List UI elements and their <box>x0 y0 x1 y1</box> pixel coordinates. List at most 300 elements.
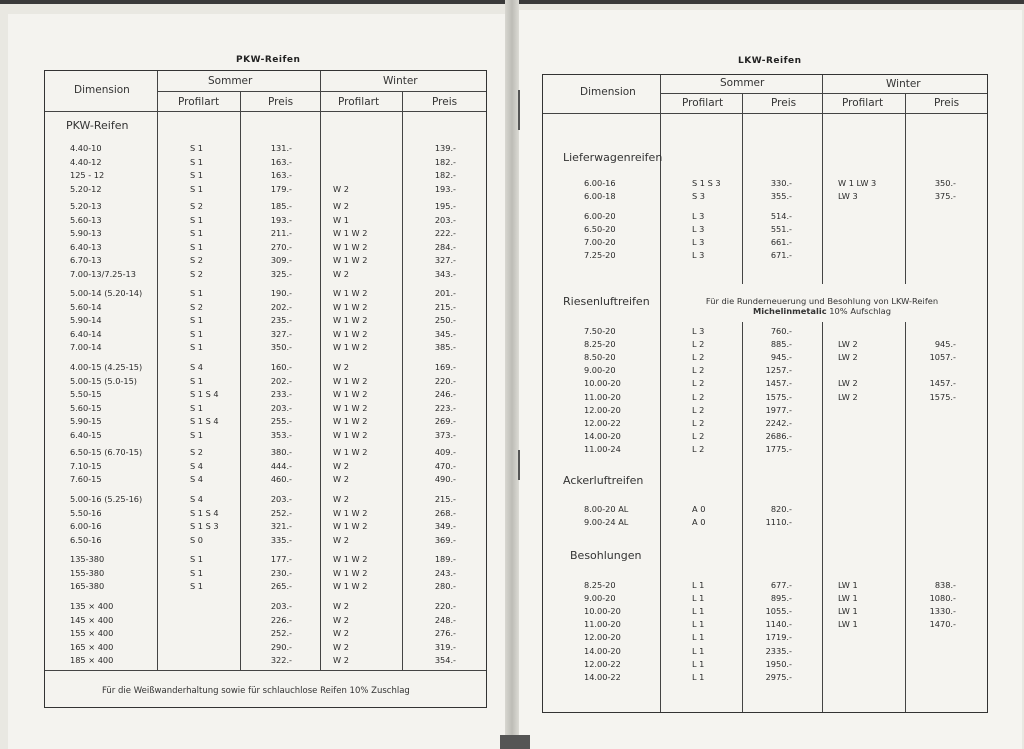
dimension-cell: 12.00-22 <box>584 658 621 669</box>
dimension-cell: 10.00-20 <box>584 606 621 617</box>
profile-winter-cell: W 1 W 2 <box>333 255 368 266</box>
dimension-cell: 5.60-14 <box>70 301 102 312</box>
price-summer-cell: 895.- <box>770 593 792 604</box>
price-summer-cell: 945.- <box>770 352 792 363</box>
left-header-preis-w: Preis <box>432 96 458 108</box>
price-winter-cell: 319.- <box>434 641 456 652</box>
profile-winter-cell: LW 3 <box>838 191 858 201</box>
left-footer-divider <box>45 670 486 671</box>
price-summer-cell: 1977.- <box>765 404 792 415</box>
price-summer-cell: 322.- <box>270 655 292 666</box>
profile-winter-cell: W 1 W 2 <box>333 554 368 564</box>
price-winter-cell: 182.- <box>434 170 456 181</box>
dimension-cell: 11.00-20 <box>584 391 621 402</box>
dimension-cell: 5.50-16 <box>70 507 102 518</box>
price-winter-cell: 1057.- <box>929 352 956 363</box>
price-summer-cell: 160.- <box>270 362 292 372</box>
profile-summer-cell: L 2 <box>692 391 705 402</box>
price-summer-cell: 460.- <box>270 474 292 485</box>
price-summer-cell: 190.- <box>270 288 292 298</box>
dimension-cell: 7.50-20 <box>584 326 616 336</box>
price-summer-cell: 1257.- <box>765 365 792 376</box>
price-winter-cell: 203.- <box>434 214 456 225</box>
right-header-preis-s: Preis <box>771 97 797 109</box>
profile-summer-cell: S 4 <box>190 460 204 471</box>
dimension-cell: 6.40-15 <box>70 430 102 440</box>
dimension-cell: 6.00-18 <box>584 191 616 201</box>
price-winter-cell: 1470.- <box>929 619 956 630</box>
profile-summer-cell: L 1 <box>692 593 705 604</box>
right-header-dimension: Dimension <box>580 86 636 98</box>
profile-summer-cell: S 0 <box>190 534 204 545</box>
dimension-cell: 4.40-10 <box>70 143 102 153</box>
profile-summer-cell: S 1 S 4 <box>190 416 219 427</box>
profile-summer-cell: L 2 <box>692 443 705 454</box>
price-summer-cell: 355.- <box>770 191 792 201</box>
price-winter-cell: 193.- <box>434 183 456 194</box>
dimension-cell: 135-380 <box>70 554 105 564</box>
price-winter-cell: 350.- <box>934 178 956 188</box>
price-summer-cell: 1055.- <box>765 606 792 617</box>
price-winter-cell: 1575.- <box>929 391 956 402</box>
profile-winter-cell: W 2 <box>333 183 349 194</box>
price-winter-cell: 268.- <box>434 507 456 518</box>
dimension-cell: 12.00-20 <box>584 404 621 415</box>
profile-summer-cell: S 1 <box>190 581 204 592</box>
dimension-cell: 5.90-14 <box>70 315 102 326</box>
price-winter-cell: 222.- <box>434 228 456 239</box>
right-col-divider-2b <box>742 322 743 712</box>
price-summer-cell: 551.- <box>770 224 792 234</box>
dimension-cell: 6.50-15 (6.70-15) <box>70 447 143 457</box>
profile-summer-cell: S 1 <box>190 183 204 194</box>
dimension-cell: 165 × 400 <box>70 641 114 652</box>
price-summer-cell: 885.- <box>770 339 792 350</box>
right-header-divider-2 <box>543 113 987 114</box>
dimension-cell: 5.60-15 <box>70 402 102 413</box>
profile-summer-cell: S 1 <box>190 214 204 225</box>
profile-summer-cell: L 3 <box>692 326 705 336</box>
dimension-cell: 6.70-13 <box>70 255 102 266</box>
left-col-divider-1 <box>157 71 158 670</box>
profile-summer-cell: S 1 <box>190 228 204 239</box>
dimension-cell: 7.10-15 <box>70 460 102 471</box>
right-header-sommer: Sommer <box>720 77 765 89</box>
dimension-cell: 9.00-24 AL <box>584 517 629 528</box>
dimension-cell: 12.00-22 <box>584 417 621 428</box>
right-header-divider-1 <box>660 93 987 94</box>
price-winter-cell: 201.- <box>434 288 456 298</box>
dimension-cell: 8.25-20 <box>584 339 616 350</box>
price-summer-cell: 760.- <box>770 326 792 336</box>
profile-winter-cell: W 2 <box>333 269 349 279</box>
left-col-divider-2 <box>240 92 241 670</box>
price-summer-cell: 193.- <box>270 214 292 225</box>
profile-summer-cell: L 2 <box>692 339 705 350</box>
price-winter-cell: 220.- <box>434 601 456 611</box>
dimension-cell: 7.25-20 <box>584 250 616 260</box>
profile-winter-cell: W 1 W 2 <box>333 521 368 532</box>
right-col-divider-3a <box>822 75 823 284</box>
profile-winter-cell: W 2 <box>333 474 349 485</box>
left-col-divider-4 <box>402 92 403 670</box>
profile-winter-cell: W 1 W 2 <box>333 301 368 312</box>
price-summer-cell: 203.- <box>270 601 292 611</box>
profile-summer-cell: L 1 <box>692 619 705 630</box>
price-winter-cell: 375.- <box>934 191 956 201</box>
profile-summer-cell: S 1 <box>190 288 204 298</box>
profile-summer-cell: L 2 <box>692 352 705 363</box>
dimension-cell: 5.20-12 <box>70 183 102 194</box>
profile-winter-cell: W 1 W 2 <box>333 375 368 386</box>
left-page-title: PKW-Reifen <box>236 55 301 65</box>
left-header-dimension: Dimension <box>74 84 130 96</box>
right-header-winter: Winter <box>886 78 921 90</box>
left-col-divider-3 <box>320 71 321 670</box>
dimension-cell: 8.00-20 AL <box>584 504 629 514</box>
profile-winter-cell: W 2 <box>333 494 349 504</box>
dimension-cell: 135 × 400 <box>70 601 114 611</box>
left-section-pkw: PKW-Reifen <box>66 119 129 132</box>
dimension-cell: 185 × 400 <box>70 655 114 666</box>
price-summer-cell: 163.- <box>270 170 292 181</box>
profile-summer-cell: L 1 <box>692 580 705 590</box>
profile-winter-cell: W 1 W 2 <box>333 567 368 578</box>
profile-summer-cell: L 2 <box>692 378 705 389</box>
profile-winter-cell: LW 2 <box>838 391 858 402</box>
profile-summer-cell: S 1 <box>190 567 204 578</box>
profile-summer-cell: A 0 <box>692 517 706 528</box>
price-winter-cell: 945.- <box>934 339 956 350</box>
price-summer-cell: 265.- <box>270 581 292 592</box>
price-summer-cell: 203.- <box>270 494 292 504</box>
price-winter-cell: 182.- <box>434 156 456 167</box>
left-header-divider-2 <box>45 111 486 112</box>
profile-summer-cell: S 1 <box>190 315 204 326</box>
profile-summer-cell: S 1 <box>190 241 204 252</box>
dimension-cell: 4.00-15 (4.25-15) <box>70 362 143 372</box>
dimension-cell: 12.00-20 <box>584 632 621 643</box>
right-surcharge-note-line2 <box>672 306 972 316</box>
profile-winter-cell: W 1 W 2 <box>333 342 368 353</box>
dimension-cell: 8.50-20 <box>584 352 616 363</box>
price-winter-cell: 280.- <box>434 581 456 592</box>
right-section-lieferwagen: Lieferwagenreifen <box>563 151 663 164</box>
profile-summer-cell: L 2 <box>692 417 705 428</box>
right-section-riesenluft: Riesenluftreifen <box>563 295 650 308</box>
price-winter-cell: 248.- <box>434 614 456 625</box>
price-summer-cell: 325.- <box>270 269 292 279</box>
price-winter-cell: 215.- <box>434 494 456 504</box>
price-summer-cell: 350.- <box>270 342 292 353</box>
price-winter-cell: 223.- <box>434 402 456 413</box>
profile-winter-cell: W 1 W 2 <box>333 430 368 440</box>
price-winter-cell: 276.- <box>434 628 456 639</box>
profile-summer-cell: S 1 <box>190 402 204 413</box>
left-footnote: Für die Weißwanderhaltung sowie für schlauchlose Reifen 10% Zuschlag <box>102 686 410 696</box>
price-summer-cell: 309.- <box>270 255 292 266</box>
price-winter-cell: 189.- <box>434 554 456 564</box>
profile-summer-cell: L 2 <box>692 365 705 376</box>
profile-summer-cell: L 3 <box>692 211 705 221</box>
price-summer-cell: 255.- <box>270 416 292 427</box>
dimension-cell: 6.00-16 <box>70 521 102 532</box>
right-header-preis-w: Preis <box>934 97 960 109</box>
dimension-cell: 7.00-14 <box>70 342 102 353</box>
price-summer-cell: 202.- <box>270 301 292 312</box>
price-summer-cell: 1575.- <box>765 391 792 402</box>
dimension-cell: 11.00-20 <box>584 619 621 630</box>
price-summer-cell: 1950.- <box>765 658 792 669</box>
price-summer-cell: 2335.- <box>765 645 792 656</box>
price-winter-cell: 1080.- <box>929 593 956 604</box>
price-winter-cell: 195.- <box>434 201 456 211</box>
profile-summer-cell: S 1 <box>190 375 204 386</box>
price-summer-cell: 1775.- <box>765 443 792 454</box>
profile-summer-cell: L 2 <box>692 430 705 441</box>
price-winter-cell: 354.- <box>434 655 456 666</box>
price-summer-cell: 2242.- <box>765 417 792 428</box>
surcharge-label: 10% Aufschlag <box>829 306 891 316</box>
price-summer-cell: 661.- <box>770 237 792 247</box>
price-winter-cell: 490.- <box>434 474 456 485</box>
right-col-divider-3b <box>822 322 823 712</box>
profile-summer-cell: S 1 <box>190 170 204 181</box>
dimension-cell: 5.90-13 <box>70 228 102 239</box>
profile-summer-cell: S 4 <box>190 362 204 372</box>
price-summer-cell: 2686.- <box>765 430 792 441</box>
profile-winter-cell: W 2 <box>333 534 349 545</box>
price-summer-cell: 290.- <box>270 641 292 652</box>
dimension-cell: 155 × 400 <box>70 628 114 639</box>
profile-summer-cell: S 3 <box>692 191 706 201</box>
price-winter-cell: 1330.- <box>929 606 956 617</box>
profile-summer-cell: S 1 <box>190 430 204 440</box>
price-summer-cell: 233.- <box>270 389 292 400</box>
right-section-ackerluft: Ackerluftreifen <box>563 474 644 487</box>
price-winter-cell: 343.- <box>434 269 456 279</box>
price-summer-cell: 321.- <box>270 521 292 532</box>
profile-summer-cell: L 1 <box>692 658 705 669</box>
left-header-winter: Winter <box>383 75 418 87</box>
profile-winter-cell: LW 1 <box>838 606 858 617</box>
price-summer-cell: 211.- <box>270 228 292 239</box>
price-summer-cell: 1719.- <box>765 632 792 643</box>
price-summer-cell: 177.- <box>270 554 292 564</box>
profile-winter-cell: W 2 <box>333 614 349 625</box>
price-summer-cell: 202.- <box>270 375 292 386</box>
profile-summer-cell: L 1 <box>692 606 705 617</box>
price-summer-cell: 820.- <box>770 504 792 514</box>
profile-winter-cell: W 1 W 2 <box>333 389 368 400</box>
price-winter-cell: 349.- <box>434 521 456 532</box>
profile-winter-cell: W 2 <box>333 655 349 666</box>
profile-summer-cell: S 4 <box>190 474 204 485</box>
profile-summer-cell: S 1 S 3 <box>692 178 721 188</box>
price-winter-cell: 250.- <box>434 315 456 326</box>
profile-winter-cell: W 2 <box>333 362 349 372</box>
scan-shadow <box>500 735 530 749</box>
page-gutter <box>505 0 519 749</box>
profile-winter-cell: W 2 <box>333 601 349 611</box>
dimension-cell: 11.00-24 <box>584 443 621 454</box>
profile-summer-cell: S 1 <box>190 143 204 153</box>
right-surcharge-note-line1: Für die Runderneuerung und Besohlung von LKW-Reifen <box>705 296 939 306</box>
profile-winter-cell: W 1 W 2 <box>333 241 368 252</box>
dimension-cell: 165-380 <box>70 581 105 592</box>
price-winter-cell: 470.- <box>434 460 456 471</box>
dimension-cell: 6.40-14 <box>70 328 102 339</box>
profile-winter-cell: W 1 W 2 <box>333 416 368 427</box>
profile-summer-cell: S 1 S 4 <box>190 389 219 400</box>
dimension-cell: 155-380 <box>70 567 105 578</box>
right-col-divider-1 <box>660 75 661 712</box>
price-summer-cell: 1457.- <box>765 378 792 389</box>
right-header-profilart-w: Profilart <box>842 97 884 109</box>
profile-summer-cell: S 2 <box>190 447 204 457</box>
right-page-title: LKW-Reifen <box>738 56 802 66</box>
dimension-cell: 5.20-13 <box>70 201 102 211</box>
profile-summer-cell: S 2 <box>190 301 204 312</box>
dimension-cell: 9.00-20 <box>584 365 616 376</box>
price-summer-cell: 203.- <box>270 402 292 413</box>
price-summer-cell: 444.- <box>270 460 292 471</box>
dimension-cell: 14.00-20 <box>584 430 621 441</box>
profile-winter-cell: LW 1 <box>838 619 858 630</box>
price-summer-cell: 677.- <box>770 580 792 590</box>
profile-summer-cell: A 0 <box>692 504 706 514</box>
binding-mark <box>518 450 520 480</box>
profile-winter-cell: W 1 W 2 <box>333 328 368 339</box>
profile-winter-cell: W 2 <box>333 641 349 652</box>
price-winter-cell: 284.- <box>434 241 456 252</box>
price-summer-cell: 131.- <box>270 143 292 153</box>
dimension-cell: 10.00-20 <box>584 378 621 389</box>
dimension-cell: 5.00-16 (5.25-16) <box>70 494 143 504</box>
left-header-divider-1 <box>157 91 486 92</box>
price-summer-cell: 235.- <box>270 315 292 326</box>
price-summer-cell: 671.- <box>770 250 792 260</box>
profile-winter-cell: LW 2 <box>838 339 858 350</box>
price-winter-cell: 269.- <box>434 416 456 427</box>
dimension-cell: 6.40-13 <box>70 241 102 252</box>
profile-winter-cell: W 1 <box>333 214 349 225</box>
dimension-cell: 7.00-20 <box>584 237 616 247</box>
dimension-cell: 6.00-16 <box>584 178 616 188</box>
dimension-cell: 5.60-13 <box>70 214 102 225</box>
right-col-divider-4b <box>905 322 906 712</box>
price-summer-cell: 230.- <box>270 567 292 578</box>
profile-winter-cell: W 2 <box>333 460 349 471</box>
profile-summer-cell: L 1 <box>692 632 705 643</box>
profile-summer-cell: S 1 <box>190 342 204 353</box>
price-summer-cell: 252.- <box>270 628 292 639</box>
price-summer-cell: 179.- <box>270 183 292 194</box>
right-header-profilart-s: Profilart <box>682 97 724 109</box>
dimension-cell: 5.00-15 (5.0-15) <box>70 375 137 386</box>
price-summer-cell: 252.- <box>270 507 292 518</box>
price-summer-cell: 353.- <box>270 430 292 440</box>
profile-summer-cell: L 1 <box>692 671 705 682</box>
profile-winter-cell: W 1 W 2 <box>333 228 368 239</box>
left-header-sommer: Sommer <box>208 75 253 87</box>
dimension-cell: 6.00-20 <box>584 211 616 221</box>
dimension-cell: 145 × 400 <box>70 614 114 625</box>
left-header-profilart-w: Profilart <box>338 96 380 108</box>
price-winter-cell: 385.- <box>434 342 456 353</box>
profile-winter-cell: LW 1 <box>838 593 858 604</box>
profile-summer-cell: L 3 <box>692 237 705 247</box>
dimension-cell: 14.00-22 <box>584 671 621 682</box>
price-winter-cell: 409.- <box>434 447 456 457</box>
profile-summer-cell: S 1 <box>190 554 204 564</box>
price-summer-cell: 330.- <box>770 178 792 188</box>
profile-summer-cell: L 1 <box>692 645 705 656</box>
price-winter-cell: 243.- <box>434 567 456 578</box>
profile-winter-cell: W 2 <box>333 201 349 211</box>
dimension-cell: 7.60-15 <box>70 474 102 485</box>
dimension-cell: 6.50-20 <box>584 224 616 234</box>
dimension-cell: 8.25-20 <box>584 580 616 590</box>
profile-summer-cell: L 2 <box>692 404 705 415</box>
price-summer-cell: 226.- <box>270 614 292 625</box>
profile-winter-cell: W 1 W 2 <box>333 447 368 457</box>
price-winter-cell: 169.- <box>434 362 456 372</box>
price-winter-cell: 327.- <box>434 255 456 266</box>
profile-summer-cell: S 2 <box>190 269 204 279</box>
profile-winter-cell: W 1 W 2 <box>333 581 368 592</box>
right-col-divider-2a <box>742 94 743 284</box>
dimension-cell: 5.00-14 (5.20-14) <box>70 288 143 298</box>
right-section-besohlungen: Besohlungen <box>570 549 642 562</box>
price-winter-cell: 246.- <box>434 389 456 400</box>
price-summer-cell: 514.- <box>770 211 792 221</box>
profile-summer-cell: S 1 <box>190 328 204 339</box>
price-summer-cell: 2975.- <box>765 671 792 682</box>
profile-summer-cell: L 3 <box>692 224 705 234</box>
dimension-cell: 125 - 12 <box>70 170 105 181</box>
price-summer-cell: 185.- <box>270 201 292 211</box>
right-col-divider-4a <box>905 94 906 284</box>
price-summer-cell: 335.- <box>270 534 292 545</box>
left-header-profilart-s: Profilart <box>178 96 220 108</box>
dimension-cell: 7.00-13/7.25-13 <box>70 269 136 279</box>
price-winter-cell: 139.- <box>434 143 456 153</box>
price-winter-cell: 345.- <box>434 328 456 339</box>
profile-winter-cell: W 1 W 2 <box>333 402 368 413</box>
dimension-cell: 5.90-15 <box>70 416 102 427</box>
price-summer-cell: 270.- <box>270 241 292 252</box>
profile-winter-cell: W 1 LW 3 <box>838 178 877 188</box>
dimension-cell: 9.00-20 <box>584 593 616 604</box>
profile-winter-cell: W 2 <box>333 628 349 639</box>
price-summer-cell: 163.- <box>270 156 292 167</box>
profile-summer-cell: S 2 <box>190 201 204 211</box>
profile-winter-cell: W 1 W 2 <box>333 507 368 518</box>
dimension-cell: 5.50-15 <box>70 389 102 400</box>
profile-summer-cell: L 3 <box>692 250 705 260</box>
profile-winter-cell: LW 1 <box>838 580 858 590</box>
price-winter-cell: 369.- <box>434 534 456 545</box>
dimension-cell: 4.40-12 <box>70 156 102 167</box>
profile-summer-cell: S 1 S 4 <box>190 507 219 518</box>
left-header-preis-s: Preis <box>268 96 294 108</box>
dimension-cell: 14.00-20 <box>584 645 621 656</box>
profile-summer-cell: S 4 <box>190 494 204 504</box>
profile-winter-cell: LW 2 <box>838 378 858 389</box>
price-winter-cell: 838.- <box>934 580 956 590</box>
profile-winter-cell: LW 2 <box>838 352 858 363</box>
